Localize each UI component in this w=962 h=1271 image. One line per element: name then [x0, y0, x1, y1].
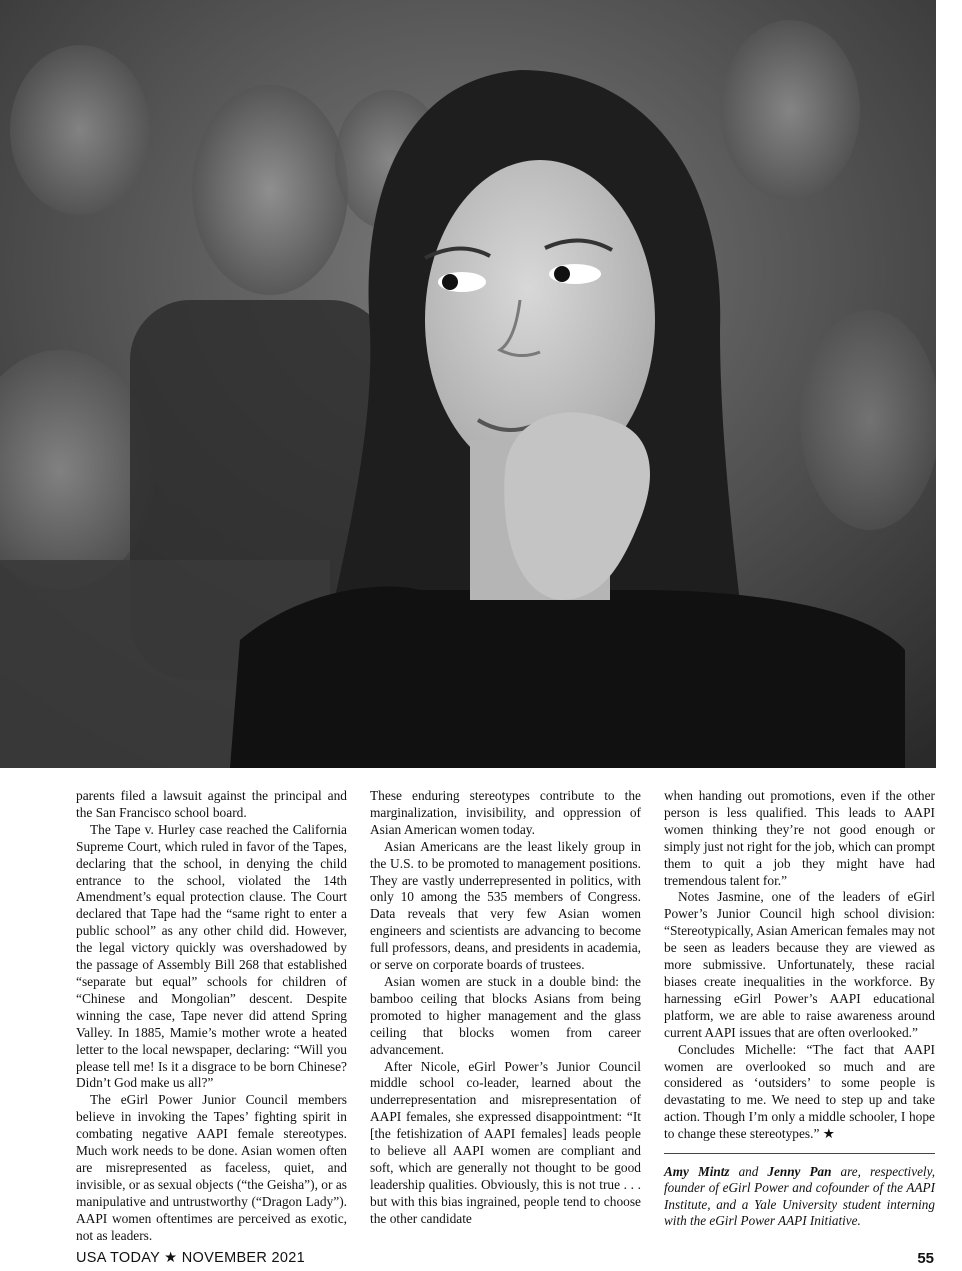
article-column-2 [370, 788, 641, 1228]
paragraph: Concludes Michelle: “The fact that AAPI women are overlooked so much and are considered as ‘outsiders’ to some people is devastating to me. We need to step up and take action. Though I’m only a middle schooler, I hope to change these stereotypes.” ★ [664, 1041, 935, 1142]
bio-text: are, respectively, founder of eGirl Power and cofounder of the AAPI Institute, and a Yale University student interning with the eGirl Power AAPI Initiative. [664, 1164, 936, 1229]
page-number: 55 [917, 1250, 934, 1267]
author-name: Jenny Pan [767, 1164, 832, 1180]
publication-date: USA TODAY ★ NOVEMBER 2021 [76, 1250, 305, 1266]
paragraph: Asian Americans are the least likely group in the U.S. to be promoted to management positions. They are vastly underrepresented in politics, with only 10 among the 535 members of Congress. Data reveals that very few Asian women engineers and scientists are advancing to become full professors, deans, and presidents in academia, or serve on corporate boards of trustees. [370, 838, 641, 973]
page-footer [76, 1250, 934, 1268]
article-column-3 [664, 788, 935, 1230]
author-bio [664, 1153, 935, 1230]
bio-connector: and [729, 1164, 768, 1180]
paragraph: Notes Jasmine, one of the leaders of eGirl Power’s Junior Council high school division: “Stereotypically, Asian American females may not be seen as leaders because they are viewed as more submissive. Unfortunately, these racial biases create inequalities in the workforce. By harnessing eGirl Power’s AAPI educational platform, we are able to raise awareness around current AAPI issues that are often overlooked.” [664, 889, 935, 1040]
paragraph: Asian women are stuck in a double bind: the bamboo ceiling that blocks Asians from being promoted to higher management and the glass ceiling that blocks women from career advancement. [370, 973, 641, 1057]
article-column-1 [76, 788, 347, 1244]
paragraph: These enduring stereotypes contribute to the marginalization, invisibility, and oppression of Asian American women today. [370, 788, 641, 837]
author-name: Amy Mintz [664, 1164, 730, 1180]
paragraph: The Tape v. Hurley case reached the California Supreme Court, which ruled in favor of the Tapes, declaring that the school, in denying the child entrance to the school, violated the 14th Amendment’s equal protection clause. The Court declared that Tape had the “same right to enter a public school” as any other child did. However, the legal victory quickly was overshadowed by the passage of Assembly Bill 268 that established “separate but equal” schools for children of “Chinese and Mongolian” descent. Despite winning the case, Tape never did attend Spring Valley. In 1885, Mamie’s mother wrote a heated letter to the local newspaper, declaring: “Will you please tell me! Is it a disgrace to be born Chinese? Didn’t God make us all?” [76, 821, 347, 1091]
paragraph: when handing out promotions, even if the other person is less qualified. This leads to AAPI women thinking they’re not good enough or simply just not right for the job, which can prompt them to quit a job they might have had tremendous talent for.” [664, 788, 935, 888]
paragraph: The eGirl Power Junior Council members believe in invoking the Tapes’ fighting spirit in combating negative AAPI female stereotypes. Much work needs to be done. Asian women often are misrepresented as faceless, quiet, and invisible, or as sexual objects (“the Geisha”), or as manipulative and untrustworthy (“Dragon Lady”). AAPI women oftentimes are perceived as exotic, not as leaders. [76, 1092, 347, 1243]
paragraph: parents filed a lawsuit against the principal and the San Francisco school board. [76, 788, 347, 820]
paragraph: After Nicole, eGirl Power’s Junior Council middle school co-leader, learned about the underrepresentation and misrepresentation of AAPI females, she expressed disappointment: “It [the fetishization of AAPI females] leads people to believe all AAPI women are compliant and soft, which are generally not thought to be good leadership qualities. Obviously, this is not true . . . but with this bias ingrained, people tend to choose the other candidate [370, 1058, 641, 1226]
